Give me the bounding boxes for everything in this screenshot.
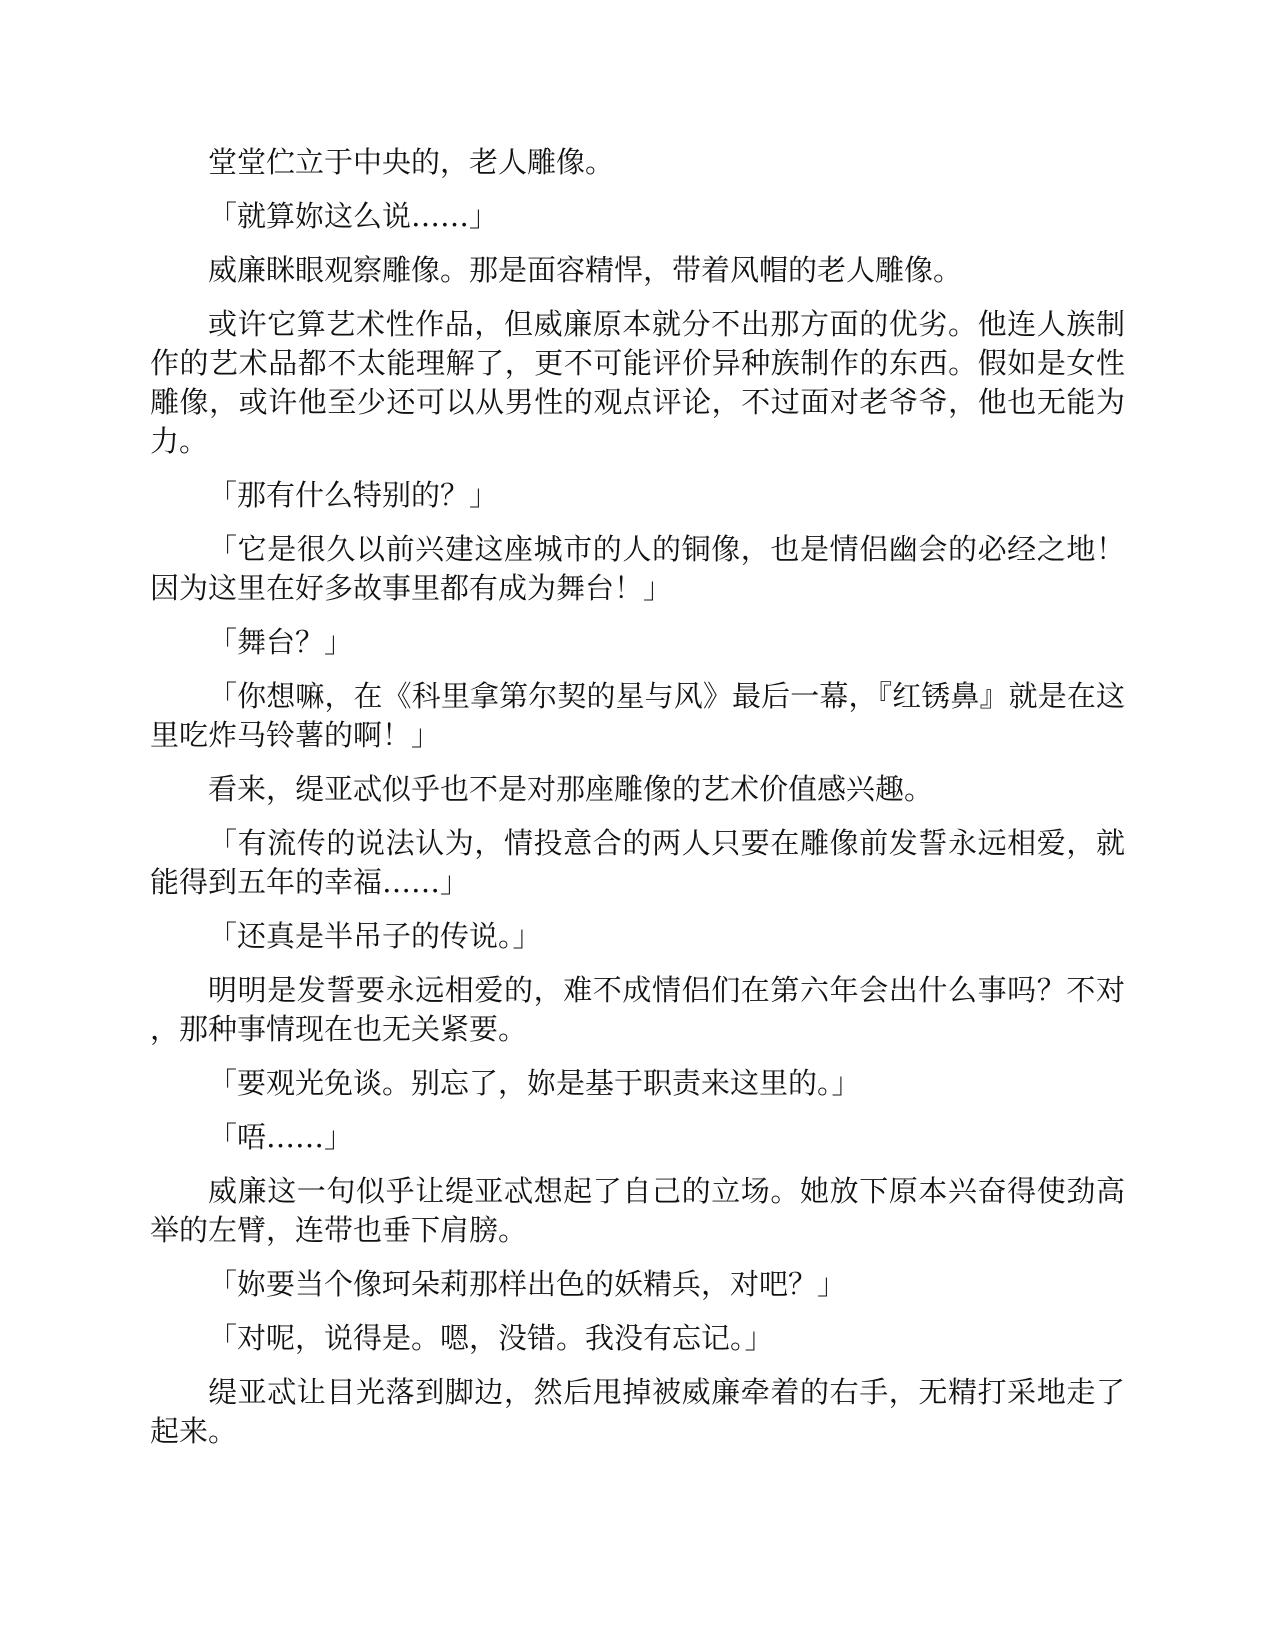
- dialogue-paragraph: 「舞台？」: [208, 625, 354, 659]
- paragraph: 缇亚忒让目光落到脚边，然后甩掉被威廉牵着的右手，无精打采地走了起来。: [150, 1375, 1125, 1448]
- text-body: [150, 143, 1125, 1466]
- dialogue-paragraph: 「你想嘛，在《科里拿第尔契的星与风》最后一幕，『红锈鼻』就是在这里吃炸马铃薯的啊！」: [150, 679, 1125, 752]
- dialogue-paragraph: 「它是很久以前兴建这座城市的人的铜像，也是情侣幽会的必经之地！因为这里在好多故事里都有成为舞台！」: [150, 532, 1125, 605]
- paragraph: 看来，缇亚忒似乎也不是对那座雕像的艺术价值感兴趣。: [208, 772, 934, 806]
- paragraph: 威廉眯眼观察雕像。那是面容精悍，带着风帽的老人雕像。: [208, 253, 963, 287]
- dialogue-paragraph: 「就算妳这么说……」: [208, 199, 499, 233]
- paragraph: 威廉这一句似乎让缇亚忒想起了自己的立场。她放下原本兴奋得使劲高举的左臂，连带也垂下肩膀。: [150, 1174, 1125, 1247]
- dialogue-paragraph: 「要观光免谈。别忘了，妳是基于职责来这里的。」: [208, 1066, 861, 1100]
- dialogue-paragraph: 「妳要当个像珂朵莉那样出色的妖精兵，对吧？」: [208, 1267, 847, 1301]
- dialogue-paragraph: 「唔……」: [208, 1120, 354, 1154]
- dialogue-paragraph: 「有流传的说法认为，情投意合的两人只要在雕像前发誓永远相爱，就能得到五年的幸福……」: [150, 826, 1125, 899]
- dialogue-paragraph: 「那有什么特别的？」: [208, 478, 499, 512]
- paragraph: 或许它算艺术性作品，但威廉原本就分不出那方面的优劣。他连人族制作的艺术品都不太能理解了，更不可能评价异种族制作的东西。假如是女性雕像，或许他至少还可以从男性的观点评论，不过面对老爷爷，他也无能为力。: [150, 307, 1125, 458]
- paragraph: 明明是发誓要永远相爱的，难不成情侣们在第六年会出什么事吗？不对，那种事情现在也无关紧要。: [150, 973, 1125, 1046]
- paragraph: 堂堂伫立于中央的，老人雕像。: [208, 145, 615, 179]
- dialogue-paragraph: 「还真是半吊子的传说。」: [208, 919, 542, 953]
- dialogue-paragraph: 「对呢，说得是。嗯，没错。我没有忘记。」: [208, 1321, 774, 1355]
